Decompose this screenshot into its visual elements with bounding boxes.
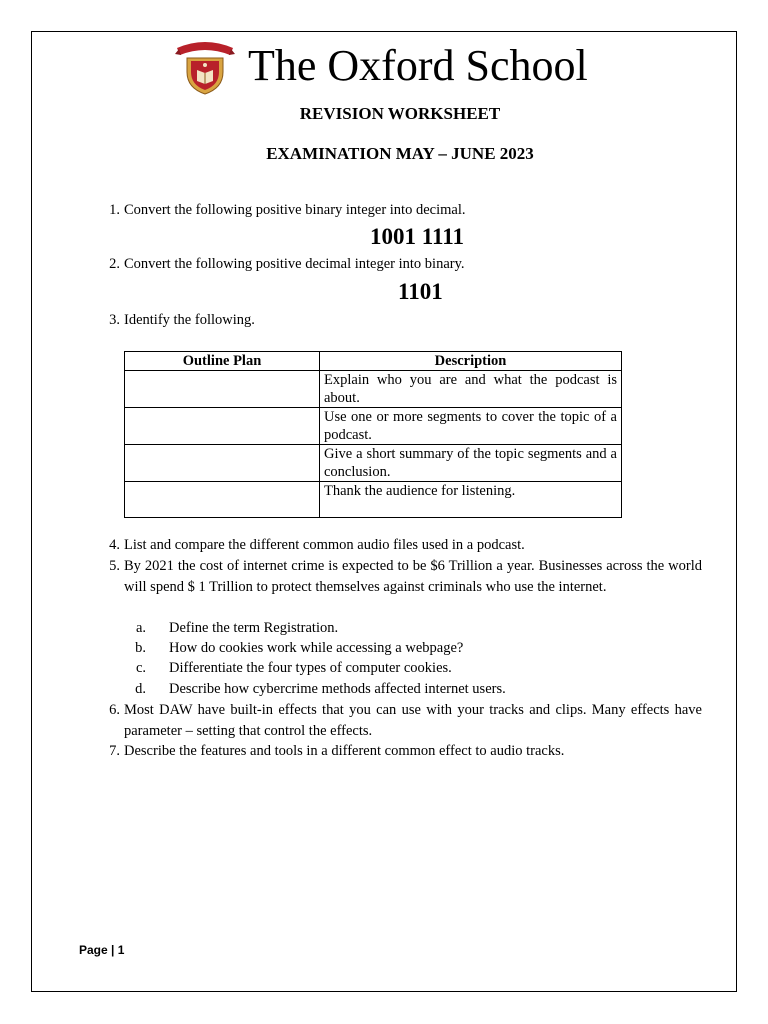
question-text: List and compare the different common audio files used in a podcast. <box>124 537 525 553</box>
question-5 <box>98 556 702 598</box>
subquestion-text: Define the term Registration. <box>169 620 339 636</box>
subquestion-label: c. <box>135 660 146 676</box>
question-6 <box>98 700 702 742</box>
worksheet-title: REVISION WORKSHEET <box>299 104 501 123</box>
table-header-outline-plan: Outline Plan <box>125 352 320 371</box>
table-header-row <box>125 352 622 371</box>
subquestion-label: d. <box>135 681 146 697</box>
question-number: 5. <box>109 558 120 574</box>
table-cell-description: Thank the audience for listening. <box>320 482 622 518</box>
outline-plan-table <box>124 351 622 518</box>
subquestion-label: a. <box>135 620 146 636</box>
subquestion-text: How do cookies work while accessing a webpage? <box>169 640 464 656</box>
table-row <box>125 482 622 518</box>
question-number: 1. <box>109 202 120 218</box>
question-text: Convert the following positive binary integer into decimal. <box>124 202 466 218</box>
table-row <box>125 445 622 482</box>
subquestion-text: Describe how cybercrime methods affected internet users. <box>169 681 506 697</box>
binary-value: 1001 1111 <box>370 224 464 249</box>
school-crest-logo <box>175 36 235 96</box>
table-cell-plan <box>125 408 320 445</box>
question-text: Convert the following positive decimal integer into binary. <box>124 256 465 272</box>
question-text: Describe the features and tools in a different common effect to audio tracks. <box>124 743 565 759</box>
page-number-footer: Page | 1 <box>79 943 125 957</box>
question-text: Identify the following. <box>124 312 255 328</box>
table-cell-plan <box>125 482 320 518</box>
exam-title: EXAMINATION MAY – JUNE 2023 <box>266 144 534 163</box>
subquestion-text: Differentiate the four types of computer cookies. <box>169 660 452 676</box>
table-cell-plan <box>125 371 320 408</box>
table-row <box>125 408 622 445</box>
question-number: 2. <box>109 256 120 272</box>
school-name: The Oxford School <box>248 41 588 90</box>
table-header-description: Description <box>320 352 622 371</box>
table-cell-description: Explain who you are and what the podcast is about. <box>320 371 622 408</box>
table-row <box>125 371 622 408</box>
decimal-value: 1101 <box>398 279 443 304</box>
header <box>0 36 768 96</box>
question-number: 4. <box>109 537 120 553</box>
question-text: Most DAW have built-in effects that you can use with your tracks and clips. Many effects have parameter – setting that control the effects. <box>124 702 702 739</box>
question-number: 3. <box>109 312 120 328</box>
subquestion-label: b. <box>135 640 146 656</box>
question-text: By 2021 the cost of internet crime is expected to be $6 Trillion a year. Businesses across the world will spend $ 1 Trillion to protect themselves against criminals who use the internet. <box>124 558 702 595</box>
table-cell-description: Give a short summary of the topic segments and a conclusion. <box>320 445 622 482</box>
question-number: 7. <box>109 743 120 759</box>
table-cell-description: Use one or more segments to cover the topic of a podcast. <box>320 408 622 445</box>
question-number: 6. <box>109 702 120 718</box>
table-cell-plan <box>125 445 320 482</box>
